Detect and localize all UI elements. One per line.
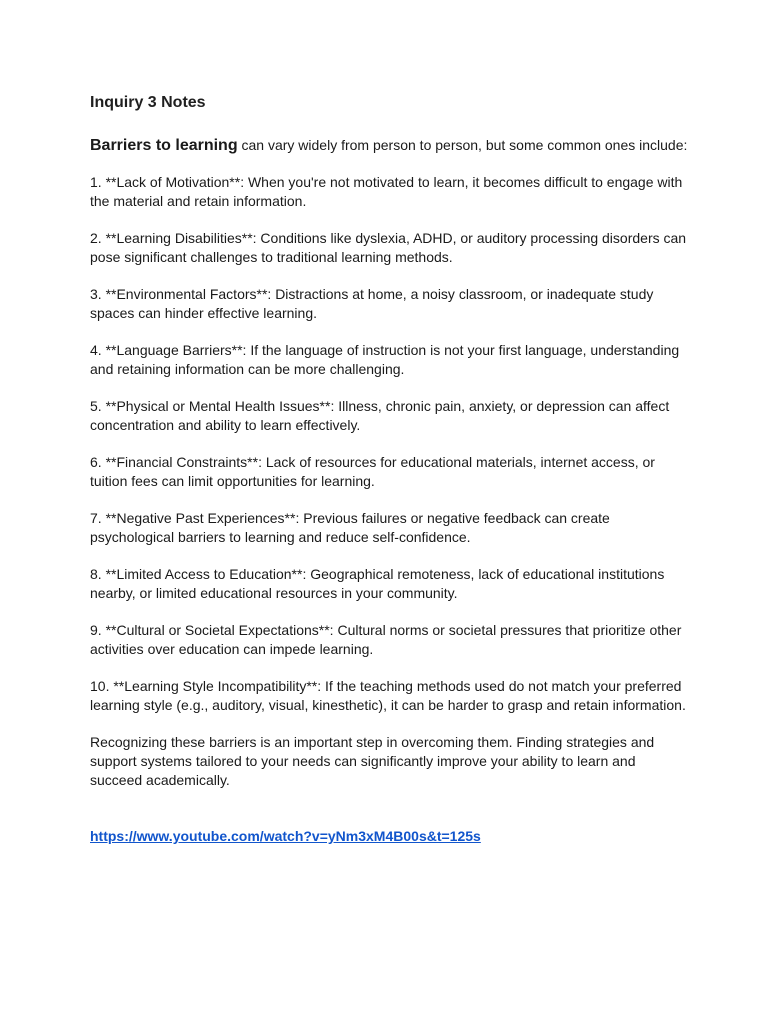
barrier-item-6: 6. **Financial Constraints**: Lack of resources for educational materials, internet access, or tuition fees can limit opportunities for learning. [90, 454, 655, 489]
barrier-item-1: 1. **Lack of Motivation**: When you're not motivated to learn, it becomes difficult to engage with the material and retain information. [90, 174, 683, 209]
barrier-item-10: 10. **Learning Style Incompatibility**: If the teaching methods used do not match your preferred learning style (e.g., auditory, visual, kinesthetic), it can be harder to grasp and retain information. [90, 678, 686, 713]
barrier-item-3: 3. **Environmental Factors**: Distractions at home, a noisy classroom, or inadequate study spaces can hinder effective learning. [90, 286, 654, 321]
barrier-item-7: 7. **Negative Past Experiences**: Previous failures or negative feedback can create psychological barriers to learning and reduce self-confidence. [90, 510, 610, 545]
document-title: Inquiry 3 Notes [90, 94, 206, 111]
youtube-link[interactable]: https://www.youtube.com/watch?v=yNm3xM4B00s&t=125s [90, 828, 481, 844]
intro-body-text: can vary widely from person to person, but some common ones include: [237, 137, 688, 153]
barrier-item-8: 8. **Limited Access to Education**: Geographical remoteness, lack of educational institutions nearby, or limited educational resources in your community. [90, 566, 665, 601]
barrier-item-4: 4. **Language Barriers**: If the language of instruction is not your first language, understanding and retaining information can be more challenging. [90, 342, 680, 377]
document-page [90, 92, 690, 846]
intro-paragraph [90, 136, 690, 155]
barrier-item-9: 9. **Cultural or Societal Expectations**: Cultural norms or societal pressures that prioritize other activities over education can impede learning. [90, 622, 682, 657]
barrier-item-2: 2. **Learning Disabilities**: Conditions like dyslexia, ADHD, or auditory processing disorders can pose significant challenges to traditional learning methods. [90, 230, 687, 265]
barrier-item-5: 5. **Physical or Mental Health Issues**: Illness, chronic pain, anxiety, or depression can affect concentration and ability to learn effectively. [90, 398, 670, 433]
closing-paragraph: Recognizing these barriers is an important step in overcoming them. Finding strategies and support systems tailored to your needs can significantly improve your ability to learn and succeed academically. [90, 734, 655, 788]
intro-lead-text: Barriers to learning [90, 137, 238, 154]
